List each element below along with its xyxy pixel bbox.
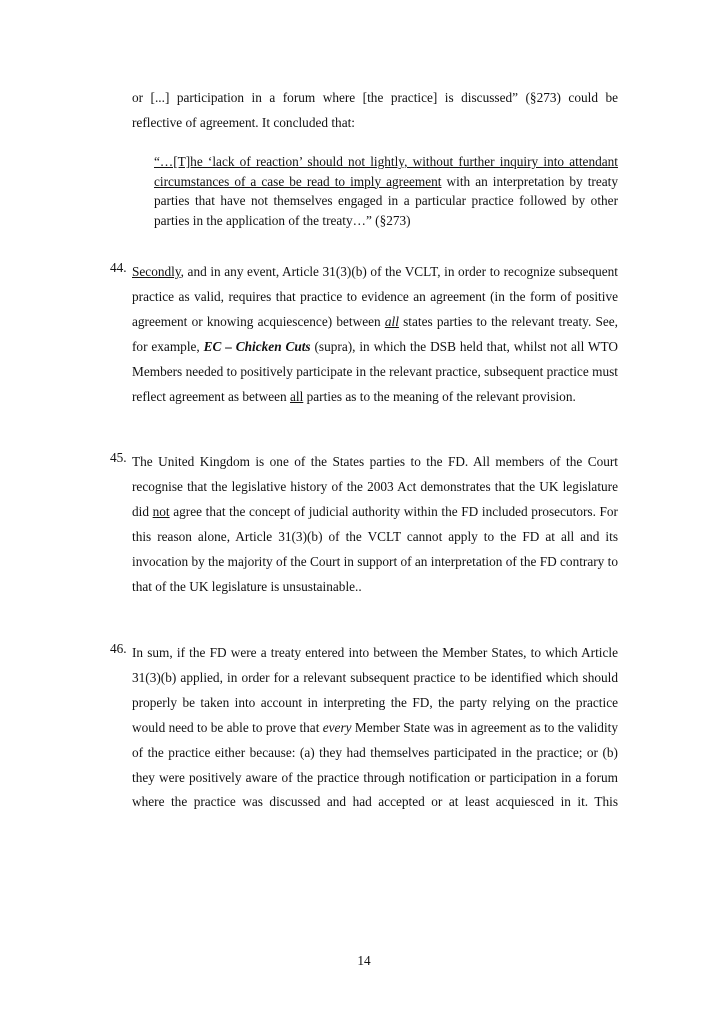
paragraph-number: 46. [110, 641, 127, 656]
emphasis-every: every [322, 719, 352, 735]
text-run: The United Kingdom is one of the States parties to the FD. All members of the Court recognise that the legislative history of the 2003 Act demonstrates that the UK legislature did [132, 454, 618, 519]
text-run: agree that the concept of judicial authority within the FD included prosecutors. For this reason alone, Article 31(3)(b) of the VCLT cannot apply to the FD at all and its invocation by the majority of the Court in support of an interpretation of the FD contrary to that of the UK legislature is unsustainable.. [132, 503, 618, 594]
text-run: Member State was in agreement as to the validity of the practice either because: (a) they had themselves participated in the practice; or (b) they were positively aware of the practice through notification or participation in a forum where the practice was discussed and had accepted or at least acquiesced in it. This [132, 719, 618, 810]
continuation-line-1: or [...] participation in a forum where [the practice] is discussed” (§273) could be [132, 90, 618, 105]
text-run: (supra), in which the DSB held that, whilst not all WTO Members needed to positively participate in the relevant practice, subsequent practice must reflect agreement as between [132, 338, 618, 404]
paragraph-body [132, 260, 618, 409]
underlined-all: all [290, 388, 304, 404]
quote-rest: with an interpretation by treaty parties that have not themselves engaged in a particular practice followed by other parties in the application of the treaty…” (§273) [154, 173, 618, 228]
paragraph-number: 45. [110, 450, 127, 465]
text-run: states parties to the relevant treaty. See, for example, [132, 313, 618, 354]
page-number: 14 [357, 953, 371, 968]
text-run: , and in any event, Article 31(3)(b) of the VCLT, in order to recognize subsequent practice as valid, requires that practice to evidence an agreement (in the form of positive agreement or knowing acquiescence) between [132, 264, 618, 329]
text-run: parties as to the meaning of the relevant provision. [303, 388, 576, 404]
block-quote [154, 152, 618, 230]
text-run: In sum, if the FD were a treaty entered into between the Member States, to which Article 31(3)(b) applied, in order for a relevant subsequent practice to be identified which should properly be taken into account in interpreting the FD, the party relying on the practice would need to be able to prove that [132, 645, 618, 735]
paragraph-46 [110, 641, 618, 815]
emphasis-all: all [384, 313, 399, 329]
paragraph-44 [110, 260, 618, 409]
paragraph-body [132, 641, 618, 815]
underlined-word: Secondly [132, 264, 181, 279]
paragraph-number: 44. [110, 260, 127, 275]
underlined-not: not [152, 503, 170, 519]
quote-underlined: “…[T]he ‘lack of reaction’ should not lightly, without further inquiry into attendant circumstances of a case be read to imply agreement [154, 154, 618, 189]
paragraph-45 [110, 450, 618, 599]
paragraph-body [132, 450, 618, 599]
case-citation: EC – Chicken Cuts [203, 338, 311, 354]
continuation-line-2: reflective of agreement. It concluded that: [132, 115, 355, 130]
